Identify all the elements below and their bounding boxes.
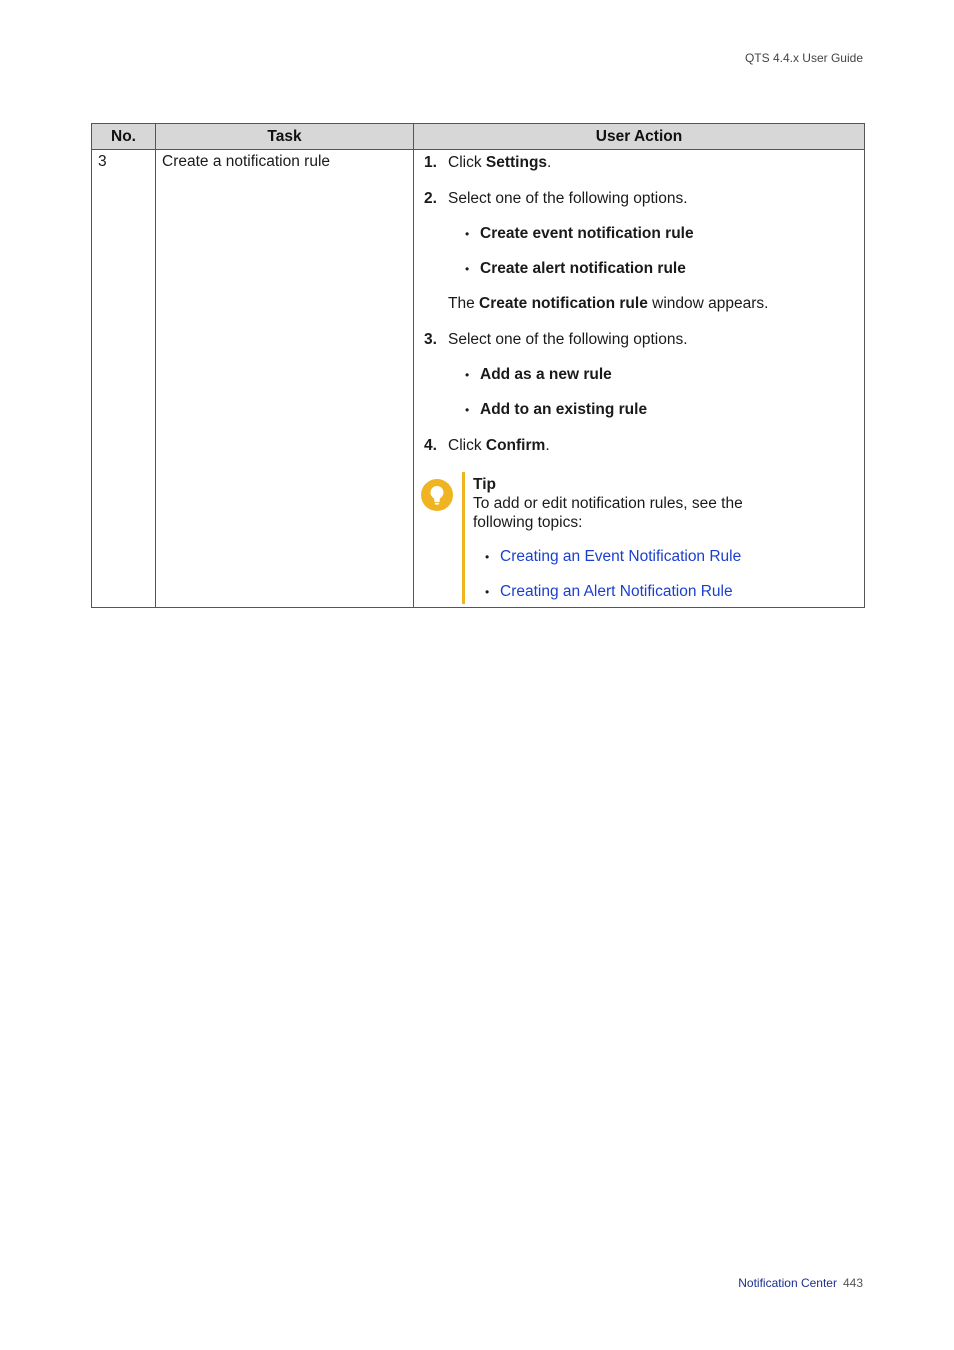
cell-user-action bbox=[414, 150, 865, 608]
step-2 bbox=[424, 189, 864, 209]
column-header-task: Task bbox=[156, 124, 414, 150]
document-header-title: QTS 4.4.x User Guide bbox=[744, 51, 863, 65]
table-header-row bbox=[92, 124, 865, 150]
step-number: 3. bbox=[424, 331, 437, 348]
tip-content bbox=[465, 472, 773, 604]
step-3 bbox=[424, 330, 864, 350]
cell-no: 3 bbox=[92, 150, 156, 608]
tip-title: Tip bbox=[473, 476, 496, 493]
note-prefix: The bbox=[448, 295, 480, 312]
bullet-icon: • bbox=[465, 262, 470, 276]
step-text-suffix: . bbox=[547, 154, 552, 171]
lightbulb-icon bbox=[420, 478, 454, 512]
tip-text: To add or edit notification rules, see the following topics: bbox=[473, 495, 743, 531]
step-text-prefix: Click bbox=[448, 154, 486, 171]
link-creating-event-notification-rule[interactable]: Creating an Event Notification Rule bbox=[500, 548, 742, 565]
bullet-icon: • bbox=[465, 227, 470, 241]
list-item bbox=[465, 400, 864, 420]
tip-box bbox=[424, 472, 864, 604]
step-text: Select one of the following options. bbox=[448, 331, 688, 348]
column-header-no: No. bbox=[92, 124, 156, 150]
step-2-note bbox=[424, 294, 864, 314]
column-header-user-action: User Action bbox=[414, 124, 865, 150]
cell-task: Create a notification rule bbox=[156, 150, 414, 608]
bullet-icon: • bbox=[465, 403, 470, 417]
confirm-label: Confirm bbox=[485, 437, 546, 454]
step-number: 2. bbox=[424, 190, 437, 207]
table-row bbox=[92, 150, 865, 608]
option-label: Create alert notification rule bbox=[480, 260, 686, 277]
list-item bbox=[485, 547, 773, 567]
tip-links bbox=[473, 547, 773, 602]
step-text-prefix: Click bbox=[448, 437, 486, 454]
option-label: Add to an existing rule bbox=[480, 401, 648, 418]
bullet-icon: • bbox=[465, 368, 470, 382]
option-label: Add as a new rule bbox=[480, 366, 612, 383]
step-3-options bbox=[424, 365, 864, 420]
footer-section-name: Notification Center bbox=[738, 1276, 837, 1290]
step-text-suffix: . bbox=[545, 437, 550, 454]
list-item bbox=[465, 224, 864, 244]
step-number: 1. bbox=[424, 154, 437, 171]
step-2-options bbox=[424, 224, 864, 279]
option-label: Create event notification rule bbox=[480, 225, 694, 242]
note-suffix: window appears. bbox=[647, 295, 769, 312]
page-number: 443 bbox=[842, 1276, 863, 1290]
page-footer bbox=[738, 1276, 863, 1290]
list-item bbox=[465, 365, 864, 385]
bullet-icon: • bbox=[485, 585, 490, 599]
settings-label: Settings bbox=[485, 154, 548, 171]
window-name: Create notification rule bbox=[479, 295, 648, 312]
step-text bbox=[448, 153, 551, 173]
link-creating-alert-notification-rule[interactable]: Creating an Alert Notification Rule bbox=[500, 583, 733, 600]
step-4 bbox=[424, 436, 864, 456]
step-1 bbox=[424, 153, 864, 173]
bullet-icon: • bbox=[485, 550, 490, 564]
instructions-table bbox=[91, 123, 865, 608]
step-number: 4. bbox=[424, 437, 437, 454]
step-text: Select one of the following options. bbox=[448, 190, 688, 207]
list-item bbox=[485, 582, 773, 602]
step-text bbox=[448, 436, 550, 456]
list-item bbox=[465, 259, 864, 279]
